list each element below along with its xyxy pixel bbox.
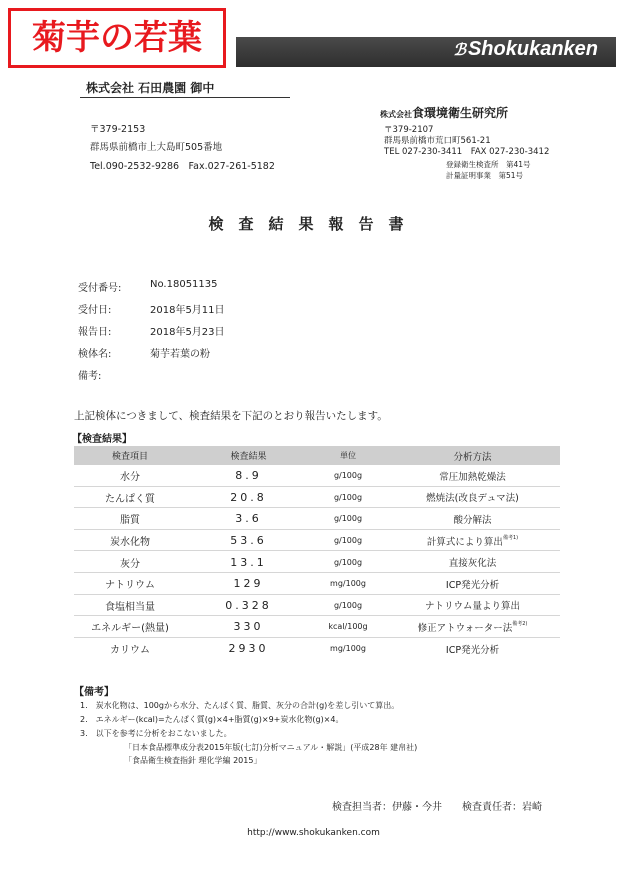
results-section-label: 【検査結果】 [72,434,132,445]
cell-item: エネルギー(熱量) [91,623,169,635]
table-row [74,573,560,595]
table-row [74,487,560,509]
table-header [74,446,560,465]
cell-result: 53.6 [230,534,267,548]
cell-item: 水分 [120,472,140,484]
reference-2: 「食品衛生検査指針 理化学編 2015」 [124,756,262,765]
method-text: 直接灰化法 [448,558,497,570]
reference-1: 「日本食品標準成分表2015年版(七訂)分析マニュアル・解説」(平成28年 建帛社) [124,743,418,752]
meta-key-receipt-date: 受付日: [78,305,112,316]
cell-item: カリウム [110,645,150,657]
cell-item: 灰分 [120,558,140,570]
cell-result: 2930 [228,642,269,656]
table-row [74,465,560,487]
meta-value-sample: 菊芋若葉の粉 [150,349,210,360]
cell-item: 食塩相当量 [105,601,155,613]
company-logo [453,38,598,61]
cell-unit: g/100g [333,514,363,524]
method-note: 備考1) [502,534,519,541]
cell-method [385,642,560,656]
company-logo-banner [236,37,616,67]
cell-unit: g/100g [333,536,363,546]
cell-item: 炭水化物 [110,537,150,549]
method-text: 酸分解法 [453,514,492,526]
lab-address: 群馬県前橋市荒口町561-21 [384,136,491,146]
lab-postal: 〒379-2107 [384,125,434,135]
addressee-underline [80,97,290,98]
note-3: 3. 以下を参考に分析をおこないました。 [80,729,232,738]
cell-unit: g/100g [333,492,363,502]
lab-name-main: 食環境衛生研究所 [412,106,509,120]
table-row [74,551,560,573]
addressee-name: 株式会社 石田農園 御中 [86,81,215,95]
method-text: 常圧加熱乾燥法 [439,471,506,483]
lab-name [380,104,508,121]
cell-result: 0.328 [225,598,272,612]
meta-value-report-date: 2018年5月23日 [150,327,225,338]
cell-result: 20.8 [230,490,267,504]
cell-method [385,555,560,569]
cell-method [385,598,560,612]
inspector-signatures: 検査担当者：伊藤・今井 検査責任者：岩崎 [332,802,542,813]
lab-registration-2: 計量証明事業 第51号 [446,171,524,180]
cell-method [385,534,560,548]
cell-method [385,577,560,591]
report-title: 検査結果報告書 [208,215,419,233]
meta-value-receipt-no: No.18051135 [150,279,218,290]
logo-text: Shokukanken [467,38,598,60]
cell-result: 330 [233,620,264,634]
results-table [74,446,560,659]
cell-unit: mg/100g [330,644,366,654]
method-text: ICP発光分析 [445,579,500,591]
cell-unit: kcal/100g [328,622,368,632]
table-row [74,508,560,530]
cell-unit: g/100g [333,471,363,481]
cell-item: ナトリウム [105,580,155,592]
addressee-address: 群馬県前橋市上大島町505番地 [90,142,223,153]
cell-item: たんぱく質 [105,493,155,505]
note-1: 1. 炭水化物は、100gから水分、たんぱく質、脂質、灰分の合計(g)を差し引いて算出。 [80,701,400,710]
lab-registration-1: 登録衛生検査所 第41号 [446,160,531,169]
cell-result: 8.9 [235,469,262,483]
highlight-label: 菊芋の若葉 [8,8,226,68]
cell-method [385,512,560,526]
cell-method [385,620,560,634]
addressee-contact: Tel.090-2532-9286 Fax.027-261-5182 [90,161,275,172]
method-text: 修正アトウォーター法 [417,622,513,634]
cell-unit: g/100g [333,600,363,610]
meta-key-receipt-no: 受付番号: [78,283,122,294]
addressee-postal: 〒379-2153 [90,124,146,135]
meta-value-receipt-date: 2018年5月11日 [150,305,225,316]
cell-method [385,469,560,483]
meta-key-sample: 検体名: [78,349,112,360]
cell-method [385,490,560,504]
header-result: 検査結果 [230,452,267,462]
notes-section-label: 【備考】 [74,687,114,698]
cell-unit: g/100g [333,557,363,567]
website-url: http://www.shokukanken.com [247,828,380,838]
method-text: ナトリウム量より算出 [425,601,520,613]
cell-unit: mg/100g [330,579,366,589]
header-method: 分析方法 [453,451,492,463]
cell-result: 13.1 [230,555,267,569]
method-text: 計算式により算出 [426,536,503,548]
cell-item: 脂質 [120,515,140,527]
meta-key-report-date: 報告日: [78,327,112,338]
logo-mark-icon: ℬ [453,42,466,59]
intro-text: 上記検体につきまして、検査結果を下記のとおり報告いたします。 [74,410,388,422]
lab-prefix: 株式会社 [380,110,412,119]
table-row [74,616,560,638]
method-text: 燃焼法(改良デュマ法) [426,493,519,505]
meta-key-remarks: 備考: [78,371,102,382]
table-row [74,595,560,617]
cell-result: 129 [233,577,264,591]
cell-result: 3.6 [235,512,262,526]
method-text: ICP発光分析 [445,644,500,656]
lab-contact: TEL 027-230-3411 FAX 027-230-3412 [384,147,550,157]
table-row [74,530,560,552]
method-note: 備考2) [512,620,528,627]
header-unit: 単位 [340,451,356,460]
header-item: 検査項目 [111,452,148,462]
note-2: 2. エネルギー(kcal)=たんぱく質(g)×4+脂質(g)×9+炭水化物(g)×4。 [80,715,344,724]
table-row [74,638,560,660]
